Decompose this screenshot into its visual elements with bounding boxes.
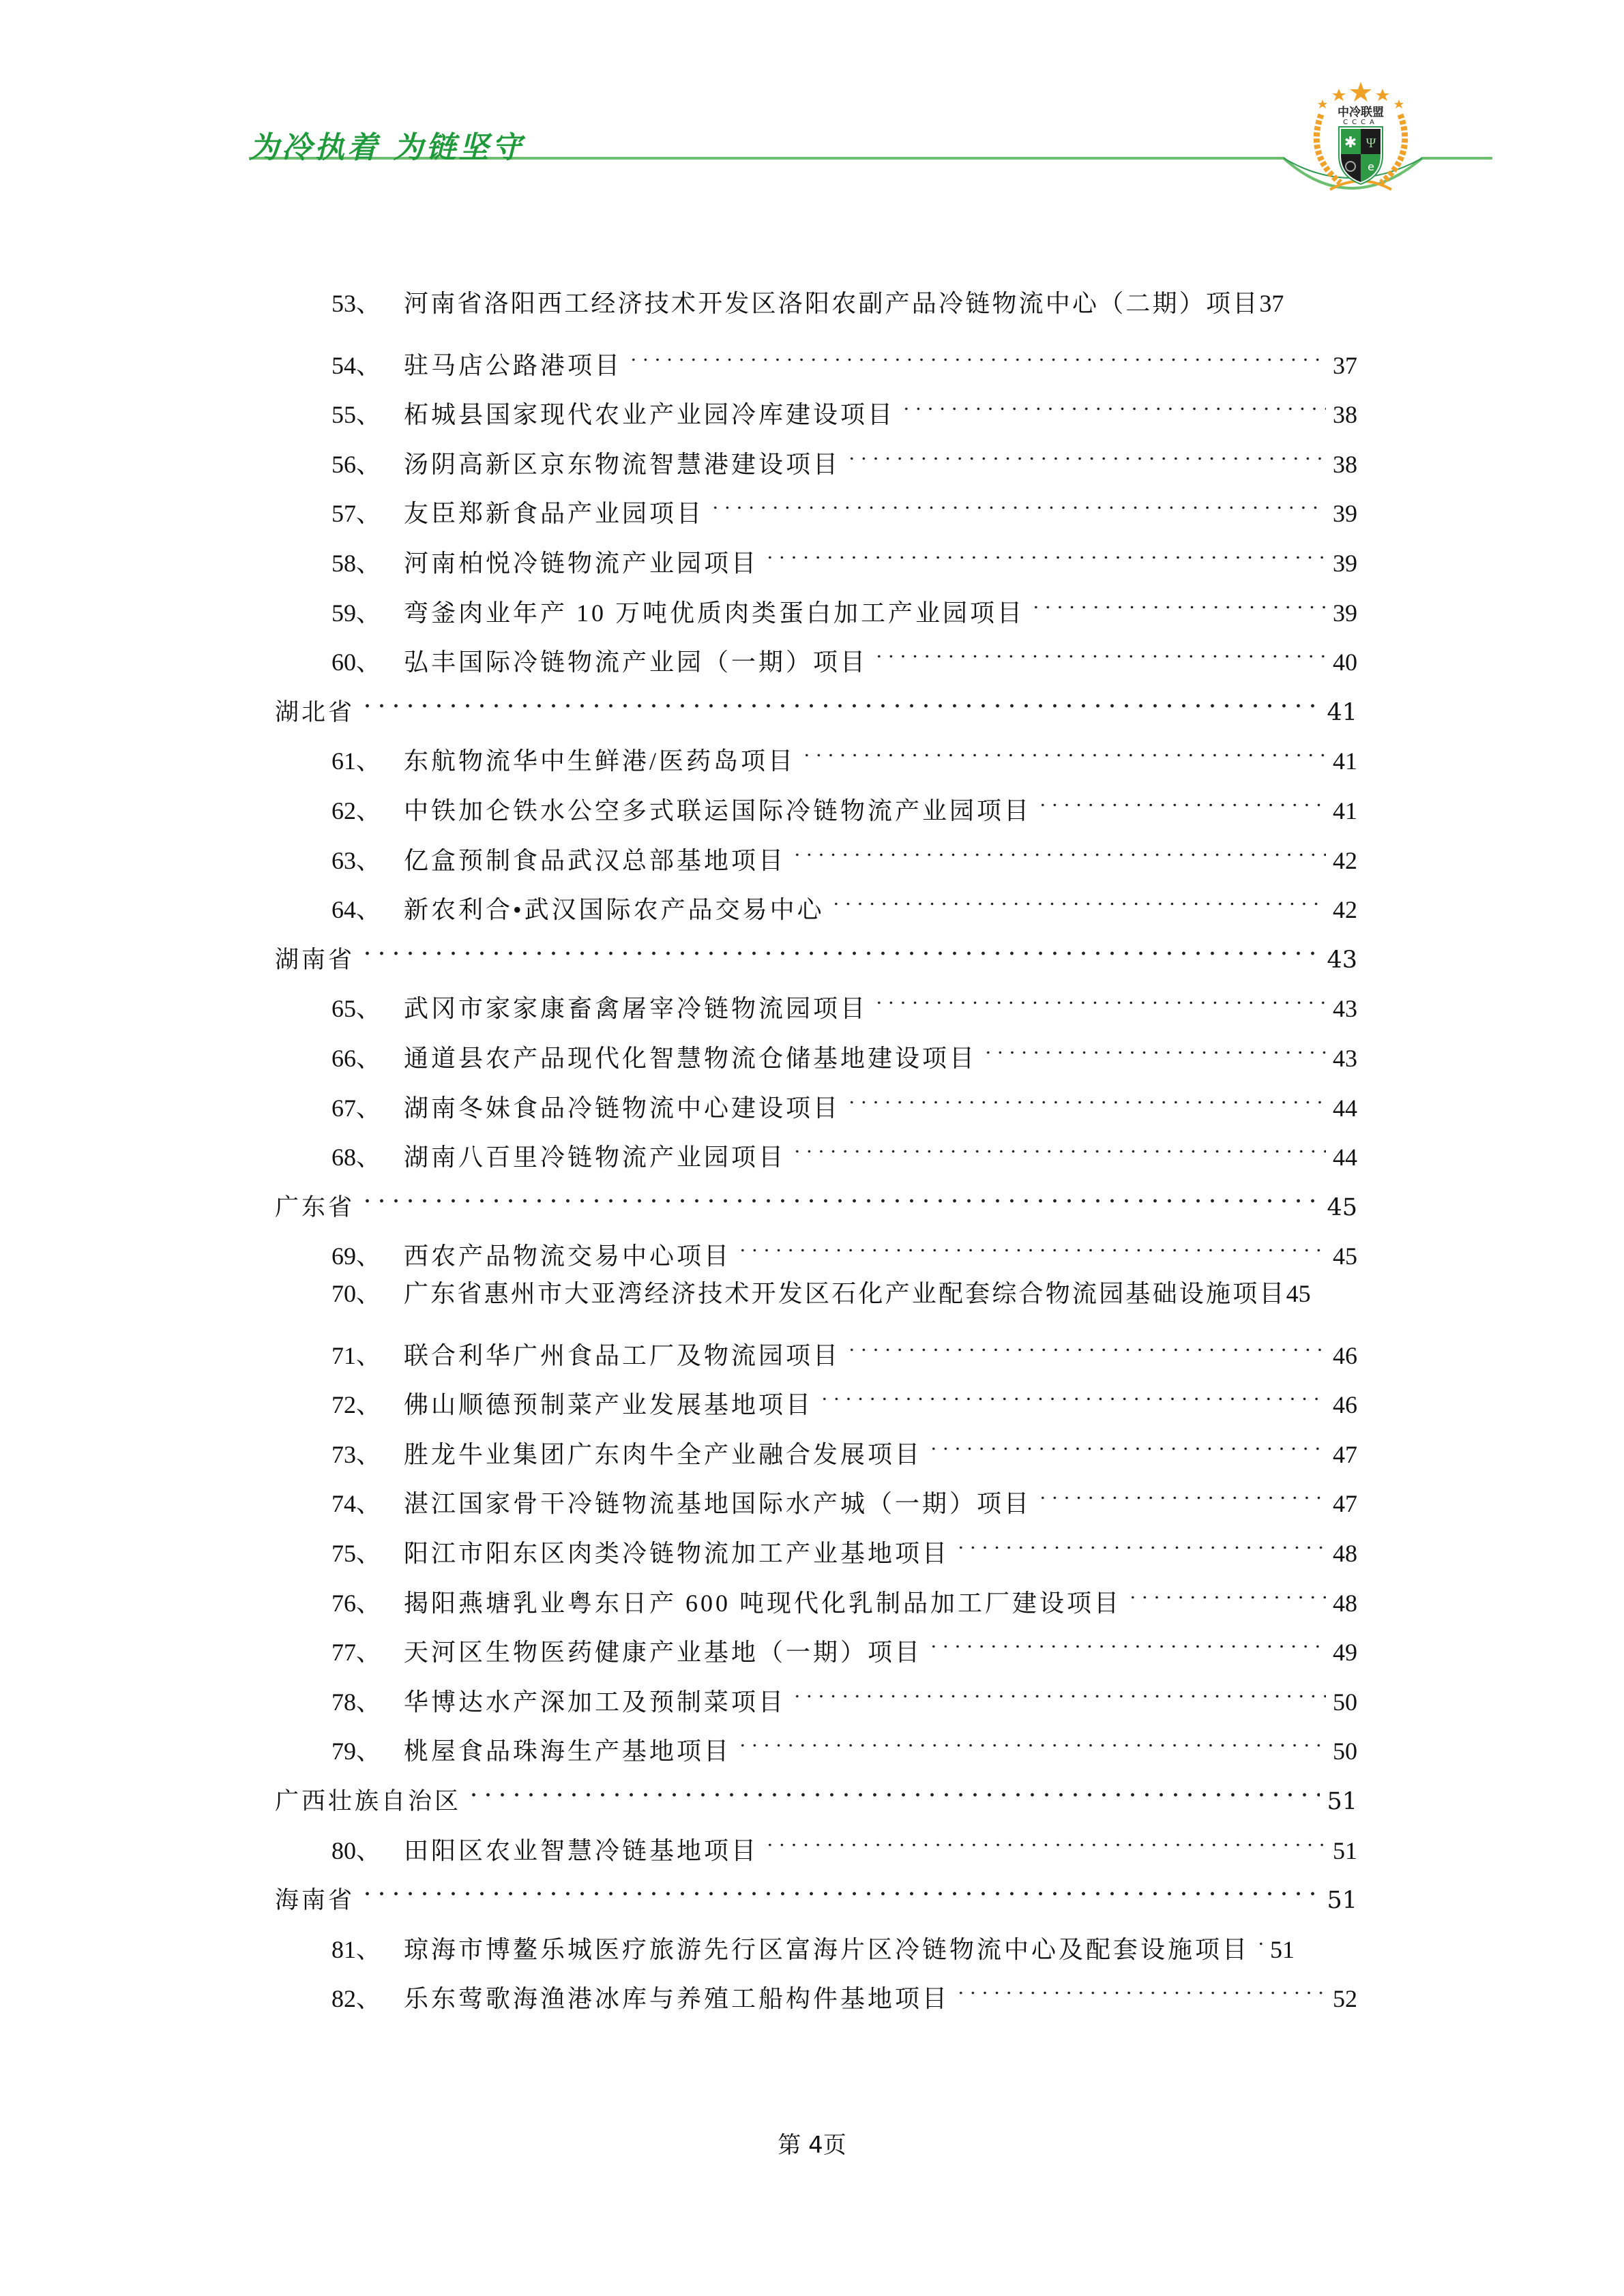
svg-text:Ψ: Ψ [1365, 136, 1376, 151]
toc-entry-title: 湖北省 [275, 698, 355, 726]
dot-leader [709, 481, 1326, 522]
toc-section-heading[interactable] [275, 1174, 1357, 1221]
toc-page-number: 43 [1327, 946, 1357, 974]
page-number-footer: 第 4页 [778, 2132, 846, 2159]
toc-entry-title: 河南柏悦冷链物流产业园项目 [404, 550, 759, 577]
toc-entry[interactable] [331, 1718, 1357, 1765]
toc-entry-title: 武冈市家家康畜禽屠宰冷链物流园项目 [404, 995, 868, 1023]
toc-entry-number: 76、 [331, 1589, 381, 1617]
toc-entry-title: 乐东莺歌海渔港冰库与养殖工船构件基地项目 [404, 1985, 950, 2013]
toc-entry-title: 东航物流华中生鲜港/医药岛项目 [404, 747, 796, 775]
toc-entry[interactable] [331, 1323, 1357, 1369]
dot-leader [900, 382, 1326, 423]
dot-leader [846, 432, 1326, 473]
toc-page-number: 40 [1333, 648, 1357, 676]
toc-entry-title: 汤阴高新区京东物流智慧港建设项目 [404, 450, 841, 478]
toc-entry-number: 63、 [331, 846, 381, 874]
toc-section-heading[interactable] [275, 1867, 1357, 1915]
dot-leader [928, 1422, 1326, 1463]
toc-page-number: 48 [1333, 1540, 1357, 1567]
dot-leader [846, 1323, 1326, 1364]
toc-entry[interactable] [331, 976, 1357, 1023]
toc-page-number: 47 [1333, 1490, 1357, 1518]
toc-entry-number: 80、 [331, 1836, 381, 1864]
toc-entry-title: 广东省惠州市大亚湾经济技术开发区石化产业配套综合物流园基础设施项目 [404, 1280, 1286, 1307]
toc-entry-title: 阳江市阳东区肉类冷链物流加工产业基地项目 [404, 1540, 950, 1567]
toc-entry[interactable] [331, 382, 1357, 429]
dot-leader [737, 1223, 1326, 1264]
toc-entry[interactable] [331, 580, 1357, 627]
toc-page-number: 44 [1333, 1094, 1357, 1122]
toc-entry-number: 55、 [331, 401, 381, 429]
toc-entry-title: 河南省洛阳西工经济技术开发区洛阳农副产品冷链物流中心（二期）项目 [404, 290, 1260, 317]
toc-entry-title: 联合利华广州食品工厂及物流园项目 [404, 1341, 841, 1369]
header-slogan: 为冷执着 为链坚守 [249, 130, 525, 165]
toc-entry-number: 64、 [331, 896, 381, 924]
dot-leader [791, 828, 1326, 869]
toc-entry-number: 70、 [331, 1280, 381, 1307]
toc-page-number: 47 [1333, 1440, 1357, 1468]
toc-page-number: 52 [1333, 1985, 1357, 2013]
toc-entry-title: 田阳区农业智慧冷链基地项目 [404, 1836, 759, 1864]
toc-entry-title: 桃屋食品珠海生产基地项目 [404, 1738, 732, 1765]
toc-entry[interactable] [331, 1422, 1357, 1468]
toc-entry[interactable] [331, 1471, 1357, 1518]
toc-page-number: 43 [1333, 995, 1357, 1023]
dot-leader [628, 333, 1326, 374]
toc-entry[interactable] [331, 1075, 1357, 1122]
toc-page-number: 39 [1333, 500, 1357, 528]
toc-section-heading[interactable] [275, 1768, 1357, 1815]
toc-page-number: 45 [1333, 1242, 1357, 1270]
toc-page-number: 39 [1333, 599, 1357, 627]
toc-page-number: 48 [1333, 1589, 1357, 1617]
toc-entry-number: 81、 [331, 1935, 381, 1963]
svg-text:✱: ✱ [1344, 134, 1357, 151]
toc-page-number: 37 [1333, 351, 1357, 379]
toc-page-number: 41 [1327, 698, 1357, 726]
toc-page-number: 51 [1333, 1836, 1357, 1864]
dot-leader [846, 1075, 1326, 1116]
toc-entry[interactable] [331, 283, 1357, 324]
dot-leader [982, 1026, 1326, 1067]
toc-entry-number: 78、 [331, 1688, 381, 1716]
dot-leader [360, 927, 1320, 968]
toc-entry-number: 69、 [331, 1242, 381, 1270]
toc-page-number: 41 [1333, 797, 1357, 824]
toc-entry[interactable] [331, 1669, 1357, 1716]
dot-leader [955, 1966, 1326, 2007]
dot-leader [1030, 580, 1326, 621]
toc-entry-title: 湖南省 [275, 946, 355, 974]
toc-entry[interactable] [331, 1372, 1357, 1419]
toc-entry[interactable] [331, 481, 1357, 528]
page-header [0, 0, 1624, 218]
toc-entry[interactable] [331, 877, 1357, 924]
toc-entry[interactable] [331, 531, 1357, 577]
toc-entry-title: 通道县农产品现代化智慧物流仓储基地建设项目 [404, 1045, 977, 1072]
toc-entry-title: 胜龙牛业集团广东肉牛全产业融合发展项目 [404, 1440, 923, 1468]
toc-entry[interactable] [331, 1620, 1357, 1667]
toc-entry-number: 77、 [331, 1639, 381, 1667]
toc-page-number: 38 [1333, 401, 1357, 429]
dot-leader [830, 877, 1326, 918]
toc-entry-title: 弘丰国际冷链物流产业园（一期）项目 [404, 648, 868, 676]
dot-leader [1255, 1917, 1263, 1958]
toc-page-number: 50 [1333, 1688, 1357, 1716]
toc-entry[interactable] [331, 1273, 1357, 1314]
toc-page-number: 46 [1333, 1341, 1357, 1369]
toc-entry-title: 新农利合•武汉国际农产品交易中心 [404, 896, 825, 924]
toc-entry-number: 74、 [331, 1490, 381, 1518]
toc-entry[interactable] [331, 629, 1357, 676]
toc-entry-title: 揭阳燕塘乳业粤东日产 600 吨现代化乳制品加工厂建设项目 [404, 1589, 1122, 1617]
dot-leader [360, 1174, 1320, 1215]
toc-entry-title: 湖南冬妹食品冷链物流中心建设项目 [404, 1094, 841, 1122]
dot-leader [818, 1372, 1326, 1413]
toc-page-number: 51 [1327, 1788, 1357, 1815]
dot-leader [1037, 778, 1326, 819]
toc-entry-number: 68、 [331, 1144, 381, 1172]
toc-entry[interactable] [331, 778, 1357, 824]
toc-entry-title: 中铁加仑铁水公空多式联运国际冷链物流产业园项目 [404, 797, 1032, 824]
toc-entry-title: 亿盒预制食品武汉总部基地项目 [404, 846, 786, 874]
toc-page-number: 51 [1327, 1887, 1357, 1915]
toc-entry[interactable] [331, 1570, 1357, 1617]
toc-entry-title: 弯釜肉业年产 10 万吨优质肉类蛋白加工产业园项目 [404, 599, 1025, 627]
toc-entry-number: 71、 [331, 1341, 381, 1369]
toc-page-number: 37 [1259, 290, 1284, 317]
dot-leader [873, 976, 1326, 1017]
dot-leader [955, 1521, 1326, 1562]
toc-entry-number: 75、 [331, 1540, 381, 1567]
dot-leader [360, 1867, 1320, 1908]
dot-leader [791, 1124, 1326, 1165]
toc-entry[interactable] [331, 828, 1357, 874]
toc-page-number: 39 [1333, 550, 1357, 577]
toc-entry[interactable] [331, 1026, 1357, 1072]
dot-leader [360, 679, 1320, 720]
toc-page-number: 41 [1333, 747, 1357, 775]
toc-entry-number: 61、 [331, 747, 381, 775]
toc-entry[interactable] [331, 1966, 1357, 2013]
toc-entry-number: 59、 [331, 599, 381, 627]
toc-page-number: 38 [1333, 450, 1357, 478]
toc-entry-number: 79、 [331, 1738, 381, 1765]
toc-entry[interactable] [331, 1124, 1357, 1172]
toc-entry-number: 57、 [331, 500, 381, 528]
dot-leader [873, 629, 1326, 670]
toc-entry-number: 60、 [331, 648, 381, 676]
toc-page-number: 45 [1327, 1193, 1357, 1221]
toc-entry-number: 72、 [331, 1391, 381, 1419]
toc-entry-number: 56、 [331, 450, 381, 478]
toc-entry-number: 67、 [331, 1094, 381, 1122]
toc-entry-title: 华博达水产深加工及预制菜项目 [404, 1688, 786, 1716]
toc-section-heading[interactable] [275, 927, 1357, 974]
toc-entry-title: 驻马店公路港项目 [404, 351, 623, 379]
toc-entry[interactable] [331, 1223, 1357, 1270]
toc-entry-title: 湖南八百里冷链物流产业园项目 [404, 1144, 786, 1172]
toc-entry[interactable] [331, 1818, 1357, 1864]
toc-entry-number: 82、 [331, 1985, 381, 2013]
toc-page-number: 42 [1333, 896, 1357, 924]
toc-page-number: 49 [1333, 1639, 1357, 1667]
toc-entry-number: 58、 [331, 550, 381, 577]
toc-entry[interactable] [331, 333, 1357, 379]
toc-entry[interactable] [331, 1917, 1357, 1963]
toc-page-number: 42 [1333, 846, 1357, 874]
dot-leader [1127, 1570, 1326, 1611]
toc-page-number: 44 [1333, 1144, 1357, 1172]
svg-text:e: e [1368, 160, 1374, 173]
toc-entry-title: 广西壮族自治区 [275, 1788, 462, 1815]
toc-entry-number: 66、 [331, 1045, 381, 1072]
toc-entry-title: 柘城县国家现代农业产业园冷库建设项目 [404, 401, 896, 429]
svg-text:CCCA: CCCA [1343, 119, 1378, 126]
toc-page-number: 46 [1333, 1391, 1357, 1419]
toc-entry-number: 54、 [331, 351, 381, 379]
dot-leader [1037, 1471, 1326, 1512]
toc-entry[interactable] [331, 432, 1357, 478]
toc-entry-title: 广东省 [275, 1193, 355, 1221]
toc-entry-title: 西农产品物流交易中心项目 [404, 1242, 732, 1270]
toc-entry-number: 65、 [331, 995, 381, 1023]
dot-leader [764, 531, 1326, 571]
dot-leader [467, 1768, 1320, 1809]
toc-entry-title: 湛江国家骨干冷链物流基地国际水产城（一期）项目 [404, 1490, 1032, 1518]
toc-page-number: 51 [1270, 1935, 1295, 1963]
toc-entry[interactable] [331, 728, 1357, 775]
toc-entry-number: 53、 [331, 290, 381, 317]
dot-leader [791, 1669, 1326, 1710]
toc-entry-number: 73、 [331, 1440, 381, 1468]
dot-leader [764, 1818, 1326, 1859]
toc-entry-title: 海南省 [275, 1887, 355, 1915]
toc-page-number: 50 [1333, 1738, 1357, 1765]
toc-entry-title: 琼海市博鳌乐城医疗旅游先行区富海片区冷链物流中心及配套设施项目 [404, 1935, 1250, 1963]
toc-entry-title: 佛山顺德预制菜产业发展基地项目 [404, 1391, 814, 1419]
toc-entry-title: 天河区生物医药健康产业基地（一期）项目 [404, 1639, 923, 1667]
toc-entry-title: 友臣郑新食品产业园项目 [404, 500, 705, 528]
svg-text:中冷联盟: 中冷联盟 [1338, 106, 1384, 119]
dot-leader [737, 1718, 1326, 1759]
toc-page-number: 43 [1333, 1045, 1357, 1072]
ccca-logo-icon [1306, 80, 1415, 196]
toc-section-heading[interactable] [275, 679, 1357, 726]
toc-entry-number: 62、 [331, 797, 381, 824]
dot-leader [928, 1620, 1326, 1660]
toc-entry[interactable] [331, 1521, 1357, 1567]
dot-leader [801, 728, 1326, 769]
toc-page-number: 45 [1286, 1280, 1311, 1307]
